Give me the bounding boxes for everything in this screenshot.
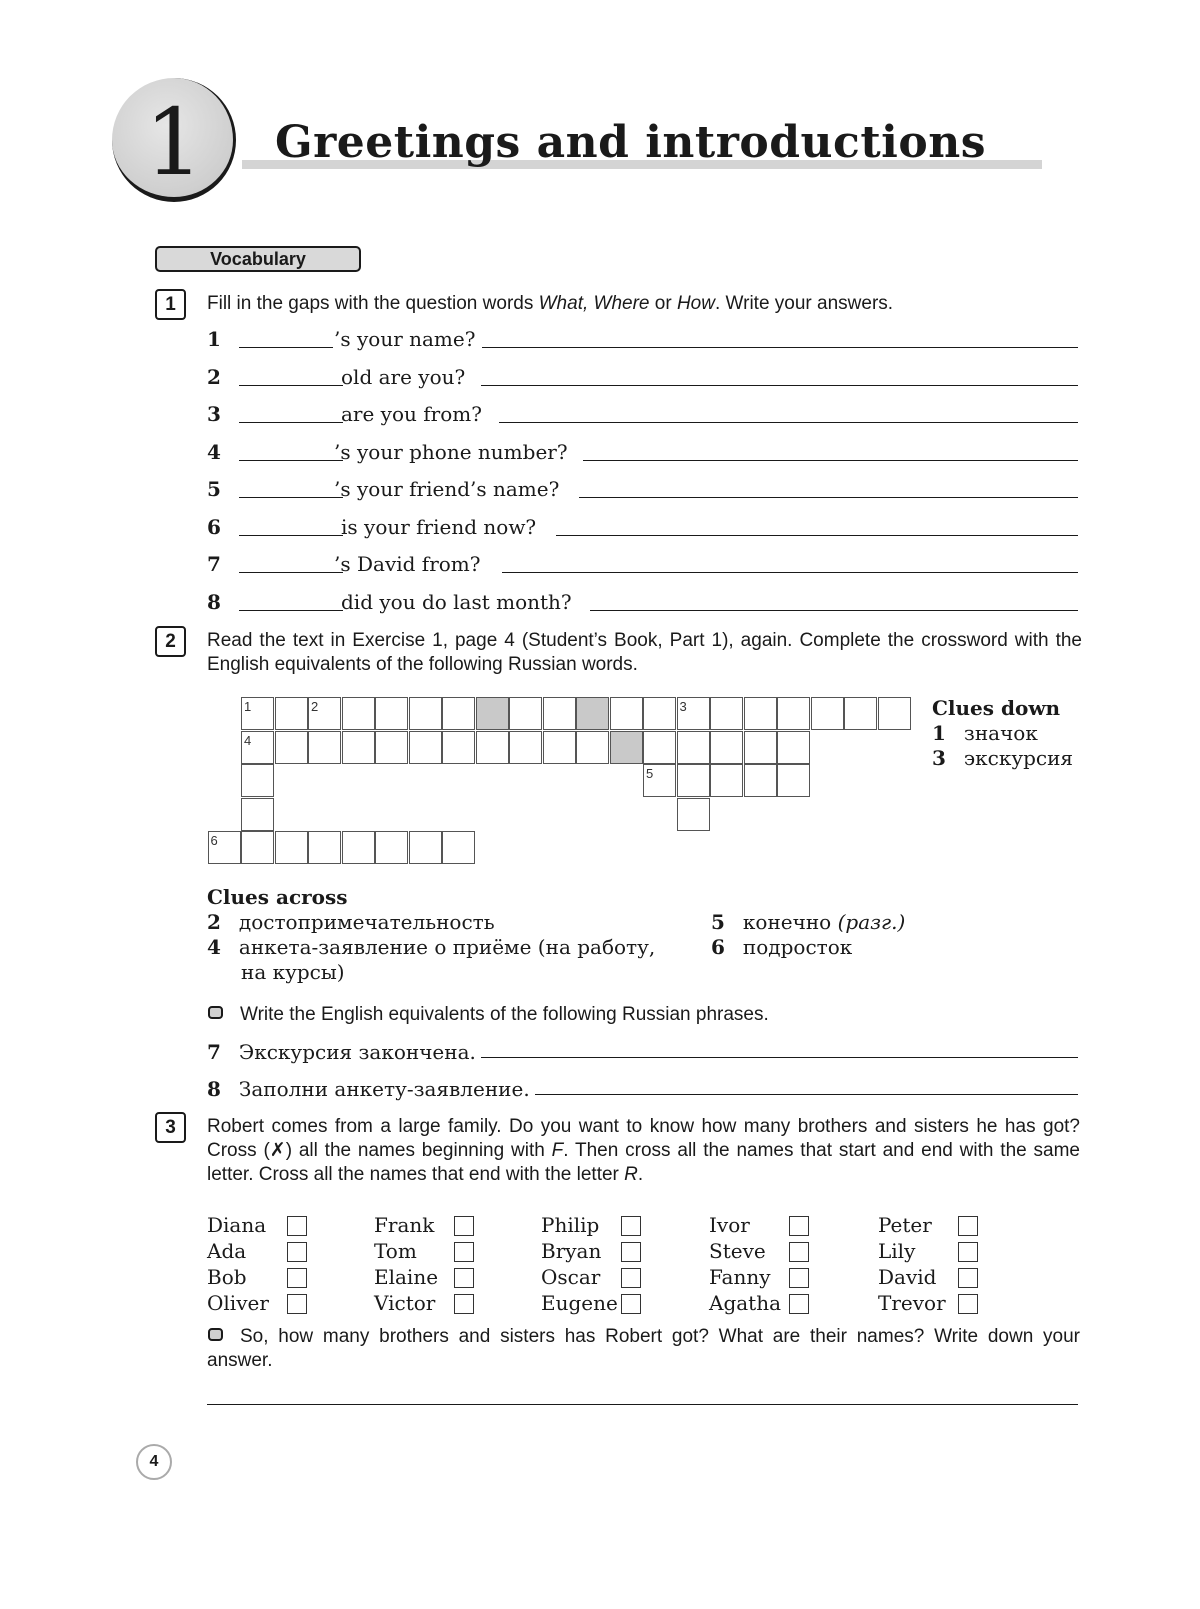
crossword-cell[interactable] <box>275 831 308 864</box>
name-label: Trevor <box>878 1291 946 1315</box>
crossword-cell[interactable] <box>241 831 274 864</box>
crossword-clue-number: 1 <box>244 699 252 714</box>
question-text: did you do last month? <box>341 590 572 614</box>
crossword-cell[interactable] <box>342 697 375 730</box>
crossword-cell[interactable] <box>610 697 643 730</box>
crossword-cell[interactable] <box>576 731 609 764</box>
crossword-cell[interactable] <box>543 731 576 764</box>
gap-blank[interactable] <box>239 422 343 423</box>
clues-down-title: Clues down <box>932 696 1061 720</box>
clue-across-item: 4 анкета-заявление о приёме (на работу, <box>207 935 656 959</box>
clue-across-item: 2 достопримечательность <box>207 910 495 934</box>
crossword-cell[interactable] <box>543 697 576 730</box>
crossword-cell[interactable] <box>342 831 375 864</box>
crossword-cell[interactable] <box>308 731 341 764</box>
crossword-cell[interactable] <box>308 831 341 864</box>
crossword-cell[interactable] <box>777 764 810 797</box>
answer-line[interactable] <box>535 1094 1078 1095</box>
crossword-cell[interactable] <box>241 798 274 831</box>
crossword-cell[interactable] <box>878 697 911 730</box>
question-text: ’s David from? <box>334 552 481 576</box>
crossword-cell[interactable] <box>677 764 710 797</box>
crossword-cell[interactable] <box>710 697 743 730</box>
name-checkbox[interactable] <box>454 1294 474 1314</box>
exercise-1-instruction: Fill in the gaps with the question words What, Where or How. Write your answers. <box>207 293 894 314</box>
crossword-cell[interactable] <box>509 697 542 730</box>
name-checkbox[interactable] <box>287 1242 307 1262</box>
name-label: Bryan <box>541 1239 602 1263</box>
name-checkbox[interactable] <box>454 1268 474 1288</box>
name-label: Oliver <box>207 1291 269 1315</box>
name-checkbox[interactable] <box>789 1294 809 1314</box>
answer-line[interactable] <box>482 347 1078 348</box>
name-label: Eugene <box>541 1291 618 1315</box>
question-number: 2 <box>207 365 221 389</box>
exercise-2-sub-instruction: Write the English equivalents of the following Russian phrases. <box>240 1004 769 1025</box>
name-label: Victor <box>374 1291 436 1315</box>
name-label: Peter <box>878 1213 932 1237</box>
name-label: Oscar <box>541 1265 601 1289</box>
answer-line[interactable] <box>502 572 1078 573</box>
crossword-cell[interactable] <box>643 731 676 764</box>
question-text: old are you? <box>341 365 466 389</box>
crossword-cell[interactable] <box>241 764 274 797</box>
crossword-clue-number: 3 <box>679 699 687 714</box>
crossword-cell[interactable] <box>275 731 308 764</box>
crossword-cell[interactable] <box>710 731 743 764</box>
crossword-clue-number: 4 <box>244 732 252 748</box>
crossword-cell[interactable] <box>476 697 509 730</box>
chapter-number: 1 <box>144 89 204 196</box>
crossword-cell[interactable] <box>777 731 810 764</box>
crossword-cell[interactable] <box>275 697 308 730</box>
question-number: 1 <box>207 327 221 351</box>
answer-line[interactable] <box>579 497 1078 498</box>
crossword-cell[interactable] <box>375 731 408 764</box>
crossword-cell[interactable] <box>777 697 810 730</box>
exercise-3-question: So, how many brothers and sisters has Robert got? What are their names? Write down your answer. <box>207 1326 1080 1371</box>
question-number: 8 <box>207 590 221 614</box>
crossword-clue-number: 5 <box>646 766 654 781</box>
page-title: Greetings and introductions <box>275 117 986 168</box>
name-label: Fanny <box>709 1265 771 1289</box>
crossword-cell[interactable] <box>576 697 609 730</box>
answer-line[interactable] <box>481 1057 1078 1058</box>
answer-line[interactable] <box>590 610 1078 611</box>
name-label: Diana <box>207 1213 267 1237</box>
question-number: 5 <box>207 477 221 501</box>
name-label: Philip <box>541 1213 600 1237</box>
page-number: 4 <box>136 1444 172 1480</box>
gap-blank[interactable] <box>239 460 343 461</box>
crossword-cell[interactable] <box>643 697 676 730</box>
name-checkbox[interactable] <box>958 1294 978 1314</box>
name-checkbox[interactable] <box>621 1242 641 1262</box>
name-checkbox[interactable] <box>958 1216 978 1236</box>
name-label: David <box>878 1265 937 1289</box>
crossword-cell[interactable] <box>677 798 710 831</box>
name-label: Elaine <box>374 1265 439 1289</box>
question-text: ’s your name? <box>334 327 476 351</box>
question-text: is your friend now? <box>341 515 537 539</box>
clue-across-item: 5 конечно (разг.) <box>711 910 906 934</box>
crossword-cell[interactable] <box>744 764 777 797</box>
gap-blank[interactable] <box>239 347 333 348</box>
clue-down-item: 1 значок <box>932 721 1038 745</box>
exercise-3-instruction: Robert comes from a large family. Do you want to know how many brothers and sisters he has got? Cross (✗) all the names beginning with F. Then cross all the names that start and end with the same letter. Cross all the names that end with the letter R. <box>207 1116 1080 1185</box>
name-label: Ivor <box>709 1213 750 1237</box>
name-label: Frank <box>374 1213 435 1237</box>
crossword-cell[interactable] <box>375 697 408 730</box>
crossword-cell[interactable] <box>442 731 475 764</box>
crossword-cell[interactable] <box>375 831 408 864</box>
crossword-cell[interactable] <box>442 697 475 730</box>
name-label: Steve <box>709 1239 766 1263</box>
crossword-clue-number: 6 <box>210 833 218 848</box>
name-checkbox[interactable] <box>958 1242 978 1262</box>
name-checkbox[interactable] <box>621 1294 641 1314</box>
clue-across-item-continued: на курсы) <box>241 960 345 984</box>
clue-across-item: 6 подросток <box>711 935 853 959</box>
crossword-cell[interactable] <box>409 831 442 864</box>
name-checkbox[interactable] <box>621 1216 641 1236</box>
name-checkbox[interactable] <box>454 1216 474 1236</box>
answer-line[interactable] <box>556 535 1078 536</box>
gap-blank[interactable] <box>239 497 343 498</box>
answer-line[interactable] <box>583 460 1078 461</box>
crossword-cell[interactable] <box>744 697 777 730</box>
answer-line[interactable] <box>499 422 1078 423</box>
name-checkbox[interactable] <box>454 1242 474 1262</box>
name-checkbox[interactable] <box>789 1268 809 1288</box>
crossword-cell[interactable] <box>409 731 442 764</box>
exercise-2-number: 2 <box>155 626 186 657</box>
name-label: Lily <box>878 1239 916 1263</box>
question-number: 3 <box>207 402 221 426</box>
gap-blank[interactable] <box>239 385 343 386</box>
crossword-cell[interactable] <box>811 697 844 730</box>
name-checkbox[interactable] <box>958 1268 978 1288</box>
exercise-3-number: 3 <box>155 1112 186 1143</box>
phrase-item: 7 Экскурсия закончена. <box>207 1040 476 1064</box>
name-label: Bob <box>207 1265 247 1289</box>
name-checkbox[interactable] <box>287 1268 307 1288</box>
name-checkbox[interactable] <box>789 1242 809 1262</box>
gap-blank[interactable] <box>239 572 343 573</box>
question-text: ’s your friend’s name? <box>334 477 560 501</box>
name-checkbox[interactable] <box>287 1294 307 1314</box>
name-label: Ada <box>207 1239 247 1263</box>
clue-down-item: 3 экскурсия <box>932 746 1074 770</box>
answer-line[interactable] <box>207 1404 1078 1405</box>
question-number: 7 <box>207 552 221 576</box>
exercise-2-instruction: Read the text in Exercise 1, page 4 (Student’s Book, Part 1), again. Complete the crossword with the English equivalents of the following Russian words. <box>207 630 1082 675</box>
name-label: Agatha <box>709 1291 782 1315</box>
crossword-cell[interactable] <box>677 731 710 764</box>
task-bullet-icon <box>208 1006 223 1019</box>
crossword-cell[interactable] <box>509 731 542 764</box>
name-label: Tom <box>374 1239 417 1263</box>
crossword-cell[interactable] <box>710 764 743 797</box>
crossword-cell[interactable] <box>409 697 442 730</box>
question-text: are you from? <box>341 402 482 426</box>
gap-blank[interactable] <box>239 535 343 536</box>
gap-blank[interactable] <box>239 610 343 611</box>
exercise-1-number: 1 <box>155 289 186 320</box>
question-number: 4 <box>207 440 221 464</box>
answer-line[interactable] <box>481 385 1078 386</box>
clues-across-title: Clues across <box>207 885 348 909</box>
name-checkbox[interactable] <box>621 1268 641 1288</box>
crossword-clue-number: 2 <box>311 699 319 714</box>
crossword-cell[interactable] <box>744 731 777 764</box>
question-text: ’s your phone number? <box>334 440 568 464</box>
crossword-cell[interactable] <box>610 731 643 764</box>
phrase-item: 8 Заполни анкету-заявление. <box>207 1077 530 1101</box>
question-number: 6 <box>207 515 221 539</box>
crossword-cell[interactable] <box>476 731 509 764</box>
name-checkbox[interactable] <box>287 1216 307 1236</box>
crossword-cell[interactable] <box>442 831 475 864</box>
name-checkbox[interactable] <box>789 1216 809 1236</box>
crossword-cell[interactable] <box>844 697 877 730</box>
section-label: Vocabulary <box>155 246 361 272</box>
crossword-cell[interactable] <box>342 731 375 764</box>
